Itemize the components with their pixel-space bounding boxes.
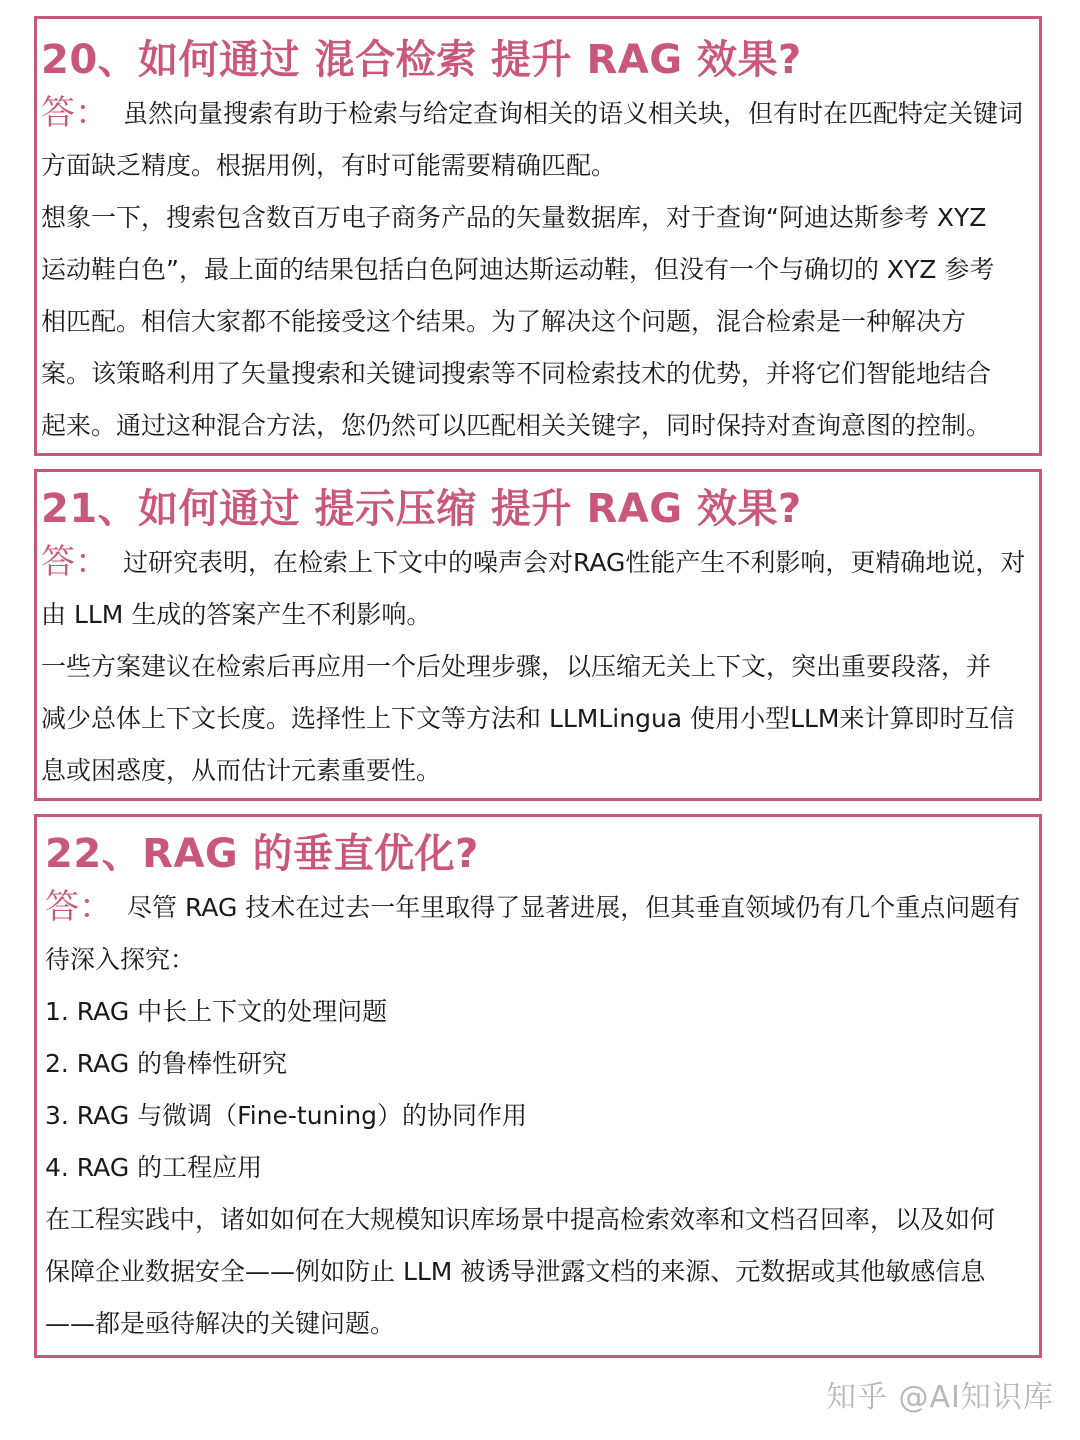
- watermark: 知乎 @AI知识库: [826, 1380, 1054, 1415]
- answer-line: 在工程实践中，诸如如何在大规模知识库场景中提高检索效率和文档召回率，以及如何: [45, 1205, 996, 1234]
- list-item: 1. RAG 中长上下文的处理问题: [45, 997, 388, 1026]
- answer-line: 运动鞋白色”，最上面的结果包括白色阿迪达斯运动鞋，但没有一个与确切的 XYZ 参考: [41, 255, 995, 284]
- list-item: 4. RAG 的工程应用: [45, 1153, 263, 1182]
- answer-line: 起来。通过这种混合方法，您仍然可以匹配相关关键字，同时保持对查询意图的控制。: [41, 411, 992, 440]
- qa-card-21: [34, 469, 1042, 801]
- answer-line: 方面缺乏精度。根据用例，有时可能需要精确匹配。: [41, 151, 617, 180]
- list-item: 2. RAG 的鲁棒性研究: [45, 1049, 288, 1078]
- question-title: 22、RAG 的垂直优化?: [45, 831, 479, 877]
- answer-label: 答：: [45, 887, 113, 927]
- answer-line: 答： 过研究表明，在检索上下文中的噪声会对RAG性能产生不利影响，更精确地说，对: [41, 542, 1026, 582]
- answer-line: 减少总体上下文长度。选择性上下文等方法和 LLMLingua 使用小型LLM来计算即时互信: [41, 704, 1015, 733]
- list-item: 3. RAG 与微调（Fine-tuning）的协同作用: [45, 1101, 528, 1130]
- answer-line: 案。该策略利用了矢量搜索和关键词搜索等不同检索技术的优势，并将它们智能地结合: [41, 359, 992, 388]
- answer-line: 答： 虽然向量搜索有助于检索与给定查询相关的语义相关块，但有时在匹配特定关键词: [41, 93, 1024, 133]
- answer-line: ——都是亟待解决的关键问题。: [45, 1309, 396, 1338]
- answer-line: 一些方案建议在检索后再应用一个后处理步骤，以压缩无关上下文，突出重要段落，并: [41, 652, 992, 681]
- answer-line: 息或困惑度，从而估计元素重要性。: [41, 756, 442, 785]
- question-title: 21、如何通过 提示压缩 提升 RAG 效果?: [41, 486, 802, 532]
- answer-line: 想象一下，搜索包含数百万电子商务产品的矢量数据库，对于查询“阿迪达斯参考 XYZ: [41, 203, 987, 232]
- answer-line: 由 LLM 生成的答案产生不利影响。: [41, 600, 432, 629]
- answer-label: 答：: [41, 542, 109, 582]
- answer-line: 保障企业数据安全——例如防止 LLM 被诱导泄露文档的来源、元数据或其他敏感信息: [45, 1257, 986, 1286]
- question-title: 20、如何通过 混合检索 提升 RAG 效果?: [41, 37, 802, 83]
- answer-label: 答：: [41, 93, 109, 133]
- answer-line: 待深入探究：: [45, 945, 196, 974]
- qa-card-20: [34, 16, 1042, 456]
- answer-line: 相匹配。相信大家都不能接受这个结果。为了解决这个问题，混合检索是一种解决方: [41, 307, 967, 336]
- qa-card-22: [34, 814, 1042, 1358]
- answer-line: 答： 尽管 RAG 技术在过去一年里取得了显著进展，但其垂直领域仍有几个重点问题有: [45, 887, 1021, 927]
